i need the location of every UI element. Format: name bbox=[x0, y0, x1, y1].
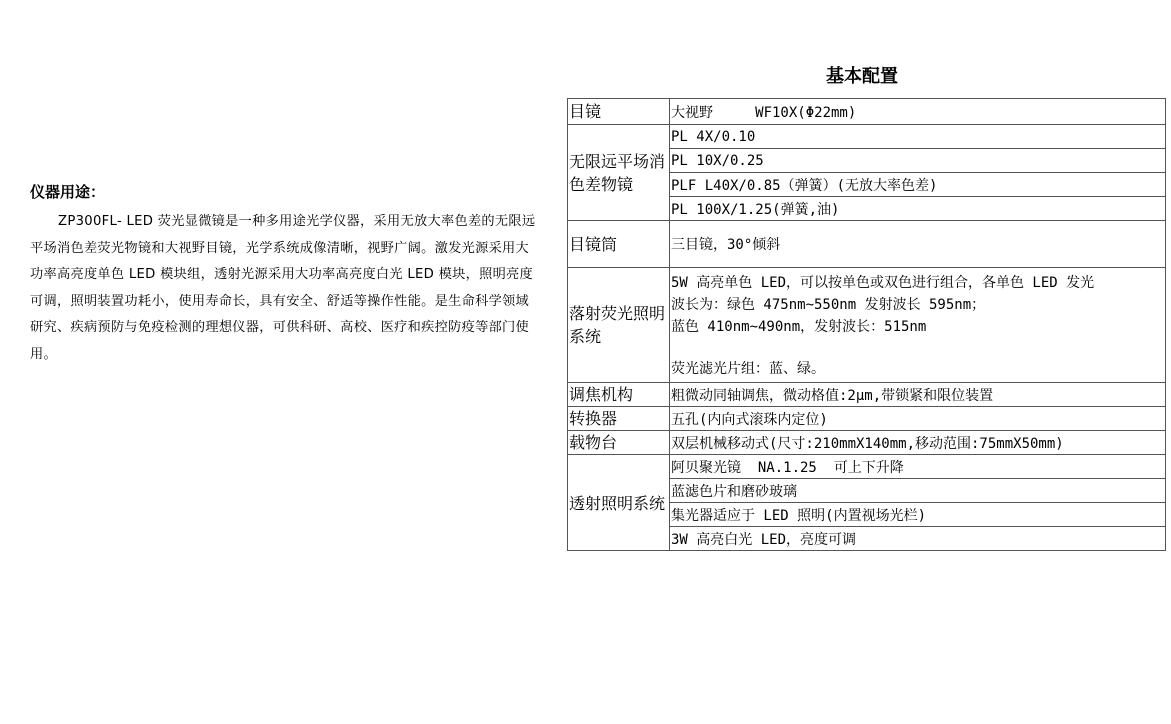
row-value-trans-1: 阿贝聚光镜 NA.1.25 可上下升降 bbox=[670, 455, 1166, 479]
usage-heading: 仪器用途： bbox=[30, 183, 106, 201]
row-value-objective-1: PL 4X/0.10 bbox=[670, 125, 1166, 149]
table-row bbox=[568, 455, 1166, 479]
row-label-epi: 落射荧光照明系统 bbox=[568, 268, 670, 383]
usage-paragraph: ZP300FL- LED 荧光显微镜是一种多用途光学仪器，采用无放大率色差的无限远平场消色差荧光物镜和大视野目镜，光学系统成像清晰，视野广阔。激发光源采用大功率高亮度单色 LED 模块组，透射光源采用大功率高亮度白光 LED 模块，照明亮度可调，照明装置功耗小，使用寿命长，具有安全、舒适等操作性能。是生命科学领域研究、疾病预防与免疫检测的理想仪器，可供科研、高校、医疗和疾控防疫等部门使用。 bbox=[30, 214, 536, 362]
row-label-stage: 载物台 bbox=[568, 431, 670, 455]
table-row bbox=[568, 125, 1166, 149]
table-row bbox=[568, 383, 1166, 407]
config-title: 基本配置 bbox=[826, 66, 898, 87]
row-value-trans-4: 3W 高亮白光 LED，亮度可调 bbox=[670, 527, 1166, 551]
table-row bbox=[568, 268, 1166, 383]
row-label-eyepiece: 目镜 bbox=[568, 99, 670, 125]
row-label-objective: 无限远平场消色差物镜 bbox=[568, 125, 670, 221]
row-value-epi bbox=[670, 268, 1166, 383]
spec-table bbox=[567, 98, 1166, 551]
row-value-objective-3: PLF L40X/0.85（弹簧）(无放大率色差) bbox=[670, 173, 1166, 197]
row-value-objective-4: PL 100X/1.25(弹簧,油) bbox=[670, 197, 1166, 221]
table-row bbox=[568, 99, 1166, 125]
table-row bbox=[568, 407, 1166, 431]
row-label-tube: 目镜筒 bbox=[568, 221, 670, 268]
row-label-nosepiece: 转换器 bbox=[568, 407, 670, 431]
table-row bbox=[568, 431, 1166, 455]
row-label-trans: 透射照明系统 bbox=[568, 455, 670, 551]
row-value-trans-2: 蓝滤色片和磨砂玻璃 bbox=[670, 479, 1166, 503]
row-value-tube: 三目镜，30°倾斜 bbox=[670, 221, 1166, 268]
epi-filter: 荧光滤光片组：蓝、绿。 bbox=[671, 361, 825, 377]
row-value-stage: 双层机械移动式(尺寸:210mmX140mm,移动范围:75mmX50mm) bbox=[670, 431, 1166, 455]
epi-line-3: 蓝色 410nm~490nm，发射波长：515nm bbox=[671, 319, 927, 335]
row-label-focus: 调焦机构 bbox=[568, 383, 670, 407]
row-value-objective-2: PL 10X/0.25 bbox=[670, 149, 1166, 173]
row-value-nosepiece: 五孔(内向式滚珠内定位) bbox=[670, 407, 1166, 431]
row-value-trans-3: 集光器适应于 LED 照明(内置视场光栏) bbox=[670, 503, 1166, 527]
row-value-eyepiece: 大视野 WF10X(Φ22mm) bbox=[670, 99, 1166, 125]
row-value-focus: 粗微动同轴调焦，微动格值:2μm,带锁紧和限位装置 bbox=[670, 383, 1166, 407]
table-row bbox=[568, 221, 1166, 268]
epi-line-2: 波长为：绿色 475nm~550nm 发射波长 595nm； bbox=[671, 297, 986, 313]
epi-line-1: 5W 高亮单色 LED，可以按单色或双色进行组合，各单色 LED 发光 bbox=[671, 275, 1095, 291]
